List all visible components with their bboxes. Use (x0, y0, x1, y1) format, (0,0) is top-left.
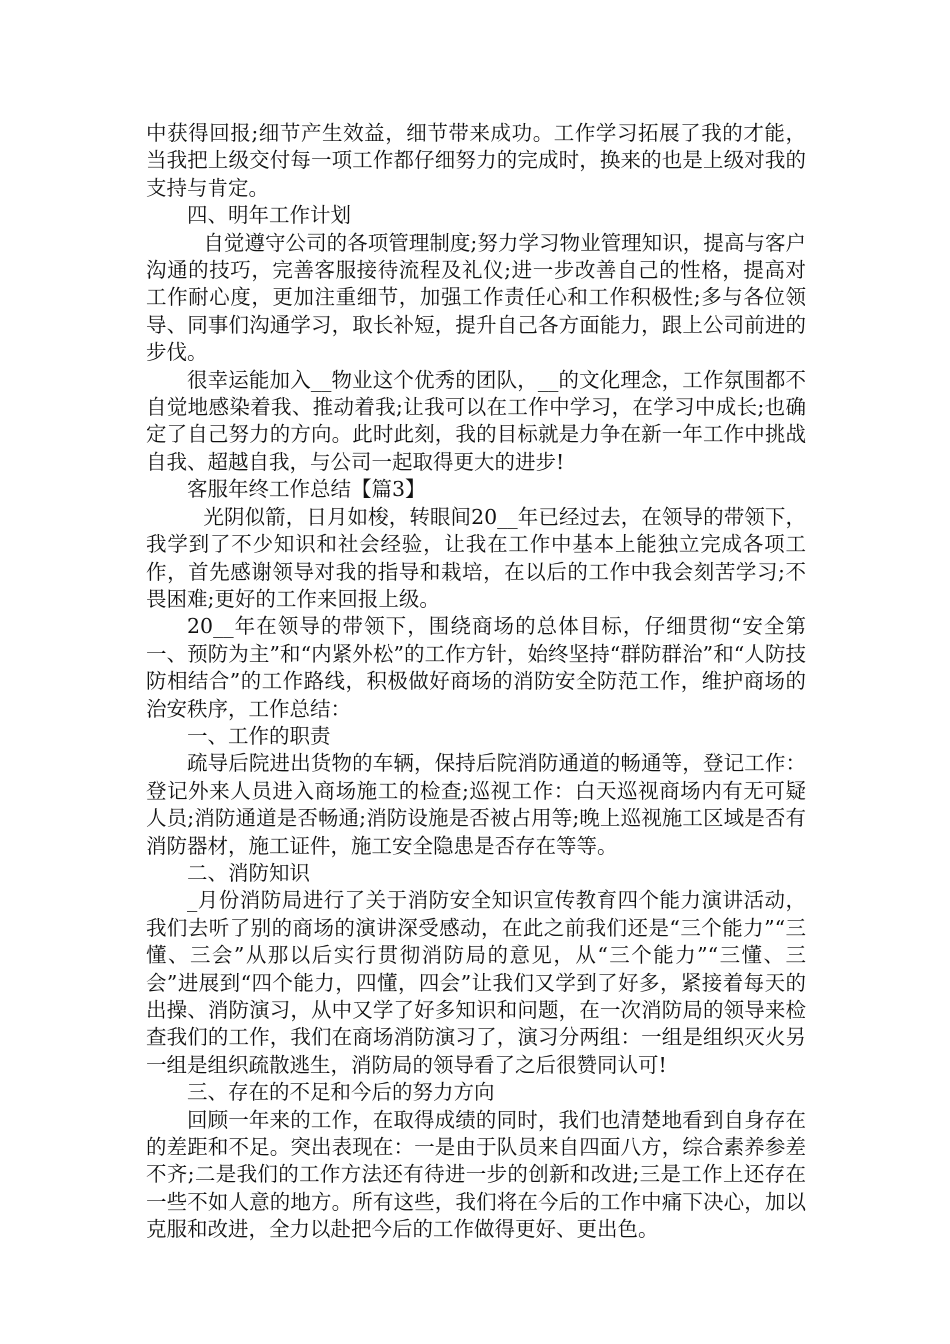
document-body (146, 120, 806, 1244)
heading-next-year-plan: 四、明年工作计划 (187, 203, 351, 228)
paragraph-team: 很幸运能加入__物业这个优秀的团队，__的文化理念，工作氛围都不自觉地感染着我、推动着我;让我可以在工作中学习，在学习中成长;也确定了自己努力的方向。此时此刻，我的目标就是力争在新一年工作中挑战自我、超越自我，与公司一起取得更大的进步! (146, 367, 806, 474)
paragraph-duties: 疏导后院进出货物的车辆，保持后院消防通道的畅通等，登记工作：登记外来人员进入商场施工的检查;巡视工作：白天巡视商场内有无可疑人员;消防通道是否畅通;消防设施是否被占用等;晚上巡视施工区域是否有消防器材，施工证件，施工安全隐患是否存在等等。 (146, 751, 806, 858)
paragraph-plan: 自觉遵守公司的各项管理制度;努力学习物业管理知识，提高与客户沟通的技巧，完善客服接待流程及礼仪;进一步改善自己的性格，提高对工作耐心度，更加注重细节，加强工作责任心和工作积极性;多与各位领导、同事们沟通学习，取长补短，提升自己各方面能力，跟上公司前进的步伐。 (146, 230, 806, 365)
paragraph-shortcomings: 回顾一年来的工作，在取得成绩的同时，我们也清楚地看到自身存在的差距和不足。突出表现在：一是由于队员来自四面八方，综合素养参差不齐;二是我们的工作方法还有待进一步的创新和改进;三是工作上还存在一些不如人意的地方。所有这些，我们将在今后的工作中痛下决心，加以克服和改进，全力以赴把今后的工作做得更好、更出色。 (146, 1107, 806, 1242)
paragraph-security-goal: 20__年在领导的带领下，围绕商场的总体目标，仔细贯彻“安全第一、预防为主”和“内紧外松”的工作方针，始终坚持“群防群治”和“人防技防相结合”的工作路线，积极做好商场的消防安全防范工作，维护商场的治安秩序，工作总结： (146, 614, 806, 721)
section-title-part-3: 客服年终工作总结【篇3】 (187, 477, 426, 502)
heading-fire-knowledge: 二、消防知识 (187, 860, 310, 885)
paragraph-intro-continuation: 中获得回报;细节产生效益，细节带来成功。工作学习拓展了我的才能，当我把上级交付每一项工作都仔细努力的完成时，换来的也是上级对我的支持与肯定。 (146, 121, 806, 200)
heading-shortcomings: 三、存在的不足和今后的努力方向 (187, 1080, 495, 1105)
paragraph-fire-knowledge: _月份消防局进行了关于消防安全知识宣传教育四个能力演讲活动，我们去听了别的商场的演讲深受感动，在此之前我们还是“三个能力”“三懂、三会”从那以后实行贯彻消防局的意见，从“三个能力”“三懂、三会”进展到“四个能力，四懂，四会”让我们又学到了好多，紧接着每天的出操、消防演习，从中又学了好多知识和问题，在一次消防局的领导来检查我们的工作，我们在商场消防演习了，演习分两组：一组是组织灭火另一组是组织疏散逃生，消防局的领导看了之后很赞同认可! (146, 888, 806, 1077)
heading-duties: 一、工作的职责 (187, 723, 331, 748)
paragraph-year-review: 光阴似箭，日月如梭，转眼间20__年已经过去，在领导的带领下，我学到了不少知识和社会经验，让我在工作中基本上能独立完成各项工作，首先感谢领导对我的指导和栽培，在以后的工作中我会刻苦学习;不畏困难;更好的工作来回报上级。 (146, 504, 806, 611)
